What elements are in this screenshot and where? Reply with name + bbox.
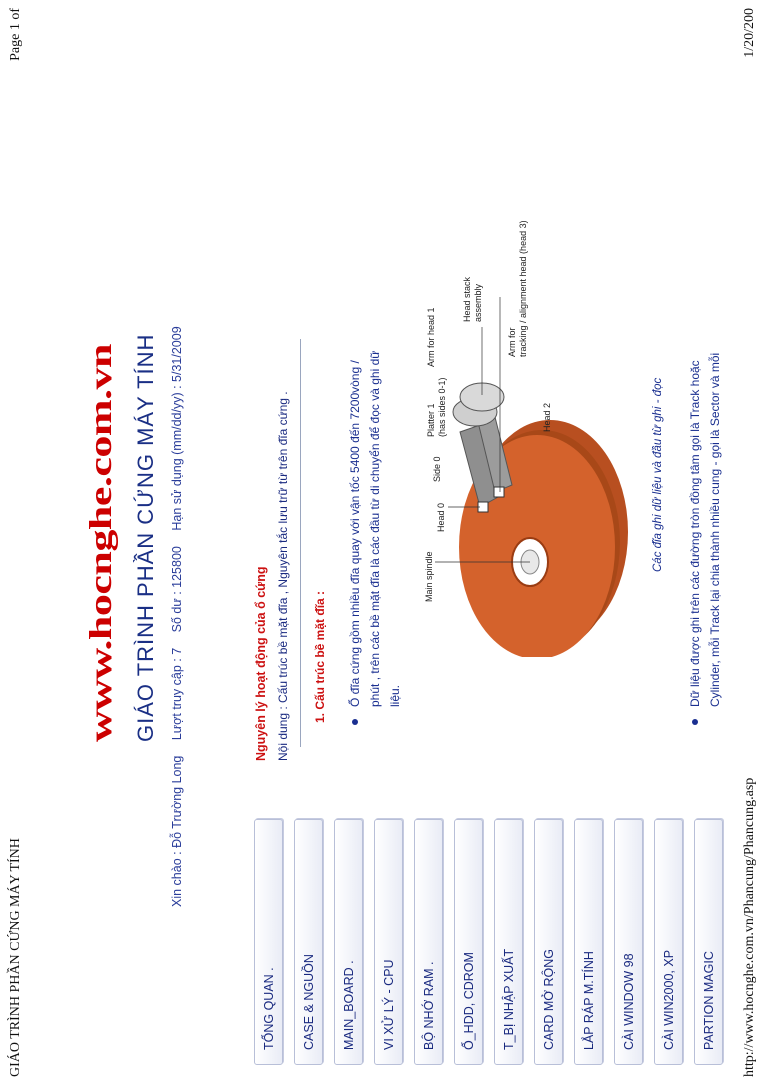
greeting: Xin chào : Đỗ Trường Long xyxy=(170,755,184,907)
paragraph-tracks xyxy=(685,287,725,707)
label-side-0: Side 0 xyxy=(432,456,442,482)
user-info-bar xyxy=(170,314,184,907)
paragraph-line: phút , trên các bề mặt đĩa là các đầu từ di chuyển để đọc và ghi dữ xyxy=(368,350,382,707)
balance: Số dư : 125800 xyxy=(170,546,184,633)
nav-item-lap-rap[interactable]: LẮP RÁP M.TÍNH xyxy=(574,819,603,1065)
label-platter: Platter 1 xyxy=(426,403,436,437)
nav-item-thiet-bi[interactable]: T_BỊ NHẬP XUẤT xyxy=(494,819,523,1065)
nav-item-win98[interactable]: CÀI WINDOW 98 xyxy=(614,819,643,1065)
nav-item-tong-quan[interactable]: TỔNG QUAN . xyxy=(254,819,283,1065)
paragraph-line: Cylinder, mỗi Track lại chia thành nhiều cung - gọi là Sector và mỗi xyxy=(708,352,722,707)
article-title: Nguyên lý hoạt động của ổ cứng xyxy=(254,566,268,761)
bullet-icon xyxy=(692,719,698,725)
nav-item-win2000-xp[interactable]: CÀI WIN2000, XP xyxy=(654,819,683,1065)
label-arm-tracking: Arm for xyxy=(507,327,517,357)
label-arm-tracking-2: tracking / alignment head (head 3) xyxy=(518,220,528,357)
label-head-stack-2: assembly xyxy=(473,283,483,322)
label-arm-head1: Arm for head 1 xyxy=(426,307,436,367)
article-subtitle: Nội dung : Cấu trúc bề mặt đĩa , Nguyên tắc lưu trữ từ trên đĩa cứng . xyxy=(276,391,290,761)
print-header-page: Page 1 of xyxy=(8,8,23,61)
paragraph-line: liệu. xyxy=(388,684,402,707)
nav-item-ram[interactable]: BỘ NHỚ RAM . xyxy=(414,819,443,1065)
hard-disk-diagram xyxy=(420,187,640,657)
nav-item-main-board[interactable]: MAIN_BOARD . xyxy=(334,819,363,1065)
section-title: 1. Cấu trúc bề mặt đĩa : xyxy=(313,590,327,723)
visit-count: Lượt truy cập : 7 xyxy=(170,647,184,741)
print-header-title: GIÁO TRÌNH PHẦN CỨNG MÁY TÍNH xyxy=(8,838,23,1077)
nav-item-cpu[interactable]: VI XỬ LÝ - CPU xyxy=(374,819,403,1065)
divider xyxy=(300,339,301,747)
label-head-0: Head 0 xyxy=(436,502,446,532)
nav-item-card-mo-rong[interactable]: CARD MỞ RỘNG xyxy=(534,819,563,1065)
paragraph-line: Ổ đĩa cứng gồm nhiều đĩa quay với vận tốc 5400 đến 7200vòng / xyxy=(348,360,362,707)
paragraph-line: Dữ liệu được ghi trên các đường tròn đồng tâm gọi là Track hoặc xyxy=(688,360,702,707)
print-footer-date: 1/20/200 xyxy=(742,8,757,58)
nav-item-case-nguon[interactable]: CASE & NGUỒN xyxy=(294,819,323,1065)
label-head-2: Head 2 xyxy=(542,402,552,432)
label-head-stack: Head stack xyxy=(462,276,472,322)
print-footer-url: http://www.hocnghe.com.vn/Phancung/Phancung.asp xyxy=(742,777,757,1077)
site-title: GIÁO TRÌNH PHẦN CỨNG MÁY TÍNH xyxy=(133,333,158,742)
expiry-date: Hạn sử dụng (mm/dd/yy) : 5/31/2009 xyxy=(170,326,184,531)
label-main-spindle: Main spindle xyxy=(424,551,434,602)
head-2 xyxy=(494,487,504,497)
nav-item-hdd-cdrom[interactable]: Ổ_HDD, CDROM xyxy=(454,819,483,1065)
bullet-icon xyxy=(352,719,358,725)
site-logo[interactable]: www.hocnghe.com.vn xyxy=(82,343,118,742)
nav-item-partition-magic[interactable]: PARTION MAGIC xyxy=(694,819,723,1065)
figure-caption: Các đĩa ghi dữ liệu và đầu từ ghi - đọc xyxy=(652,377,664,572)
paragraph-platters xyxy=(345,287,405,707)
label-platter-sub: (has sides 0-1) xyxy=(437,377,447,437)
